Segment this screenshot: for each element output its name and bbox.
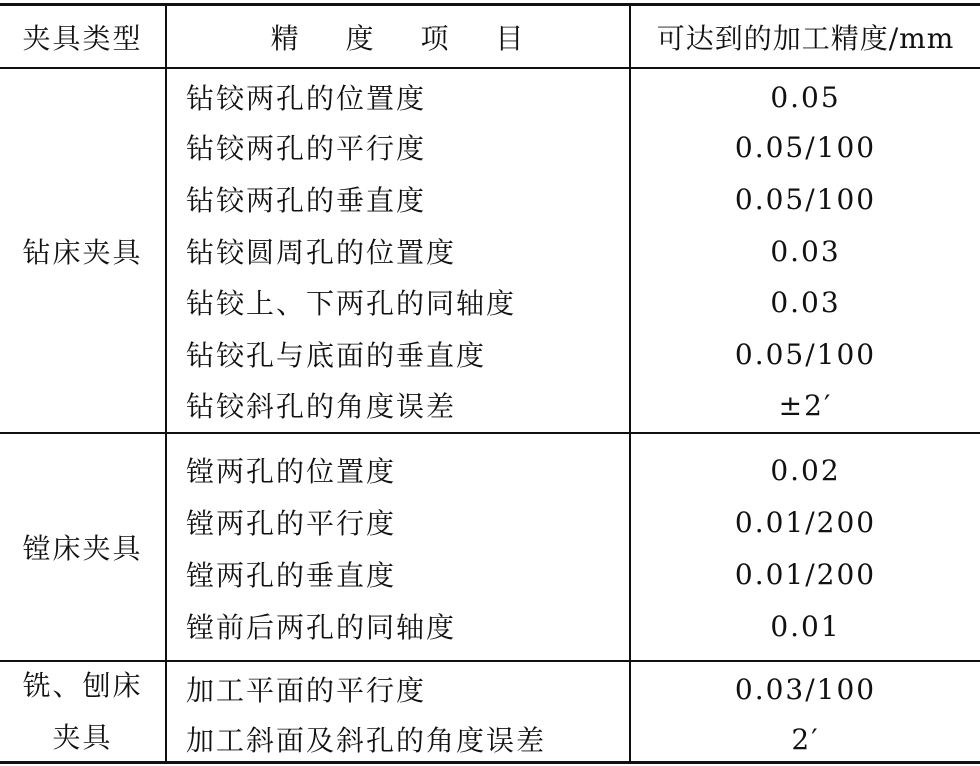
table-row-value: 0.05 <box>770 80 841 114</box>
table-row-item: 镗两孔的垂直度 <box>186 559 397 592</box>
table-row-item: 加工平面的平行度 <box>186 674 427 707</box>
table-row-item: 钻铰上、下两孔的同轴度 <box>186 287 517 320</box>
table-row-item: 镗前后两孔的同轴度 <box>186 611 457 644</box>
table-row-value: 0.01/200 <box>734 557 877 591</box>
column-rule-1 <box>165 3 167 764</box>
header-item-text: 精 度 项 目 <box>270 21 526 55</box>
header-item <box>167 6 629 67</box>
table-row-value: 0.01/200 <box>734 505 877 539</box>
table-row-value: 0.05/100 <box>734 182 877 216</box>
table-row-value: 0.05/100 <box>734 337 877 371</box>
group-type-drill: 钻床夹具 <box>22 235 143 269</box>
group-type-line: 铣、刨床 <box>22 668 143 702</box>
table-row-item: 钻铰两孔的平行度 <box>186 132 427 165</box>
table-row-item: 加工斜面及斜孔的角度误差 <box>186 724 547 757</box>
group-type-milling <box>0 662 165 761</box>
table-row-item: 钻铰两孔的位置度 <box>186 82 427 115</box>
table-row-item: 钻铰圆周孔的位置度 <box>186 236 457 269</box>
table-row-value: 2′ <box>791 722 820 756</box>
table-row-item: 钻铰孔与底面的垂直度 <box>186 339 487 372</box>
table-row-value: 0.05/100 <box>734 130 877 164</box>
table-row-value: ±2′ <box>778 388 833 422</box>
table-row-item: 镗两孔的位置度 <box>186 455 397 488</box>
table-row-item: 钻铰两孔的垂直度 <box>186 184 427 217</box>
header-precision: 可达到的加工精度/mm <box>656 21 955 55</box>
table-row-item: 钻铰斜孔的角度误差 <box>186 390 457 423</box>
table-row-value: 0.01 <box>770 609 841 643</box>
header-type: 夹具类型 <box>22 21 143 55</box>
table-row-item: 镗两孔的平行度 <box>186 507 397 540</box>
group-type-boring: 镗床夹具 <box>22 532 143 565</box>
table-row-value: 0.02 <box>770 453 841 487</box>
table-row-value: 0.03 <box>770 285 841 319</box>
table-row-value: 0.03/100 <box>734 672 877 706</box>
group-type-line: 夹具 <box>52 720 113 754</box>
table-row-value: 0.03 <box>770 234 841 268</box>
